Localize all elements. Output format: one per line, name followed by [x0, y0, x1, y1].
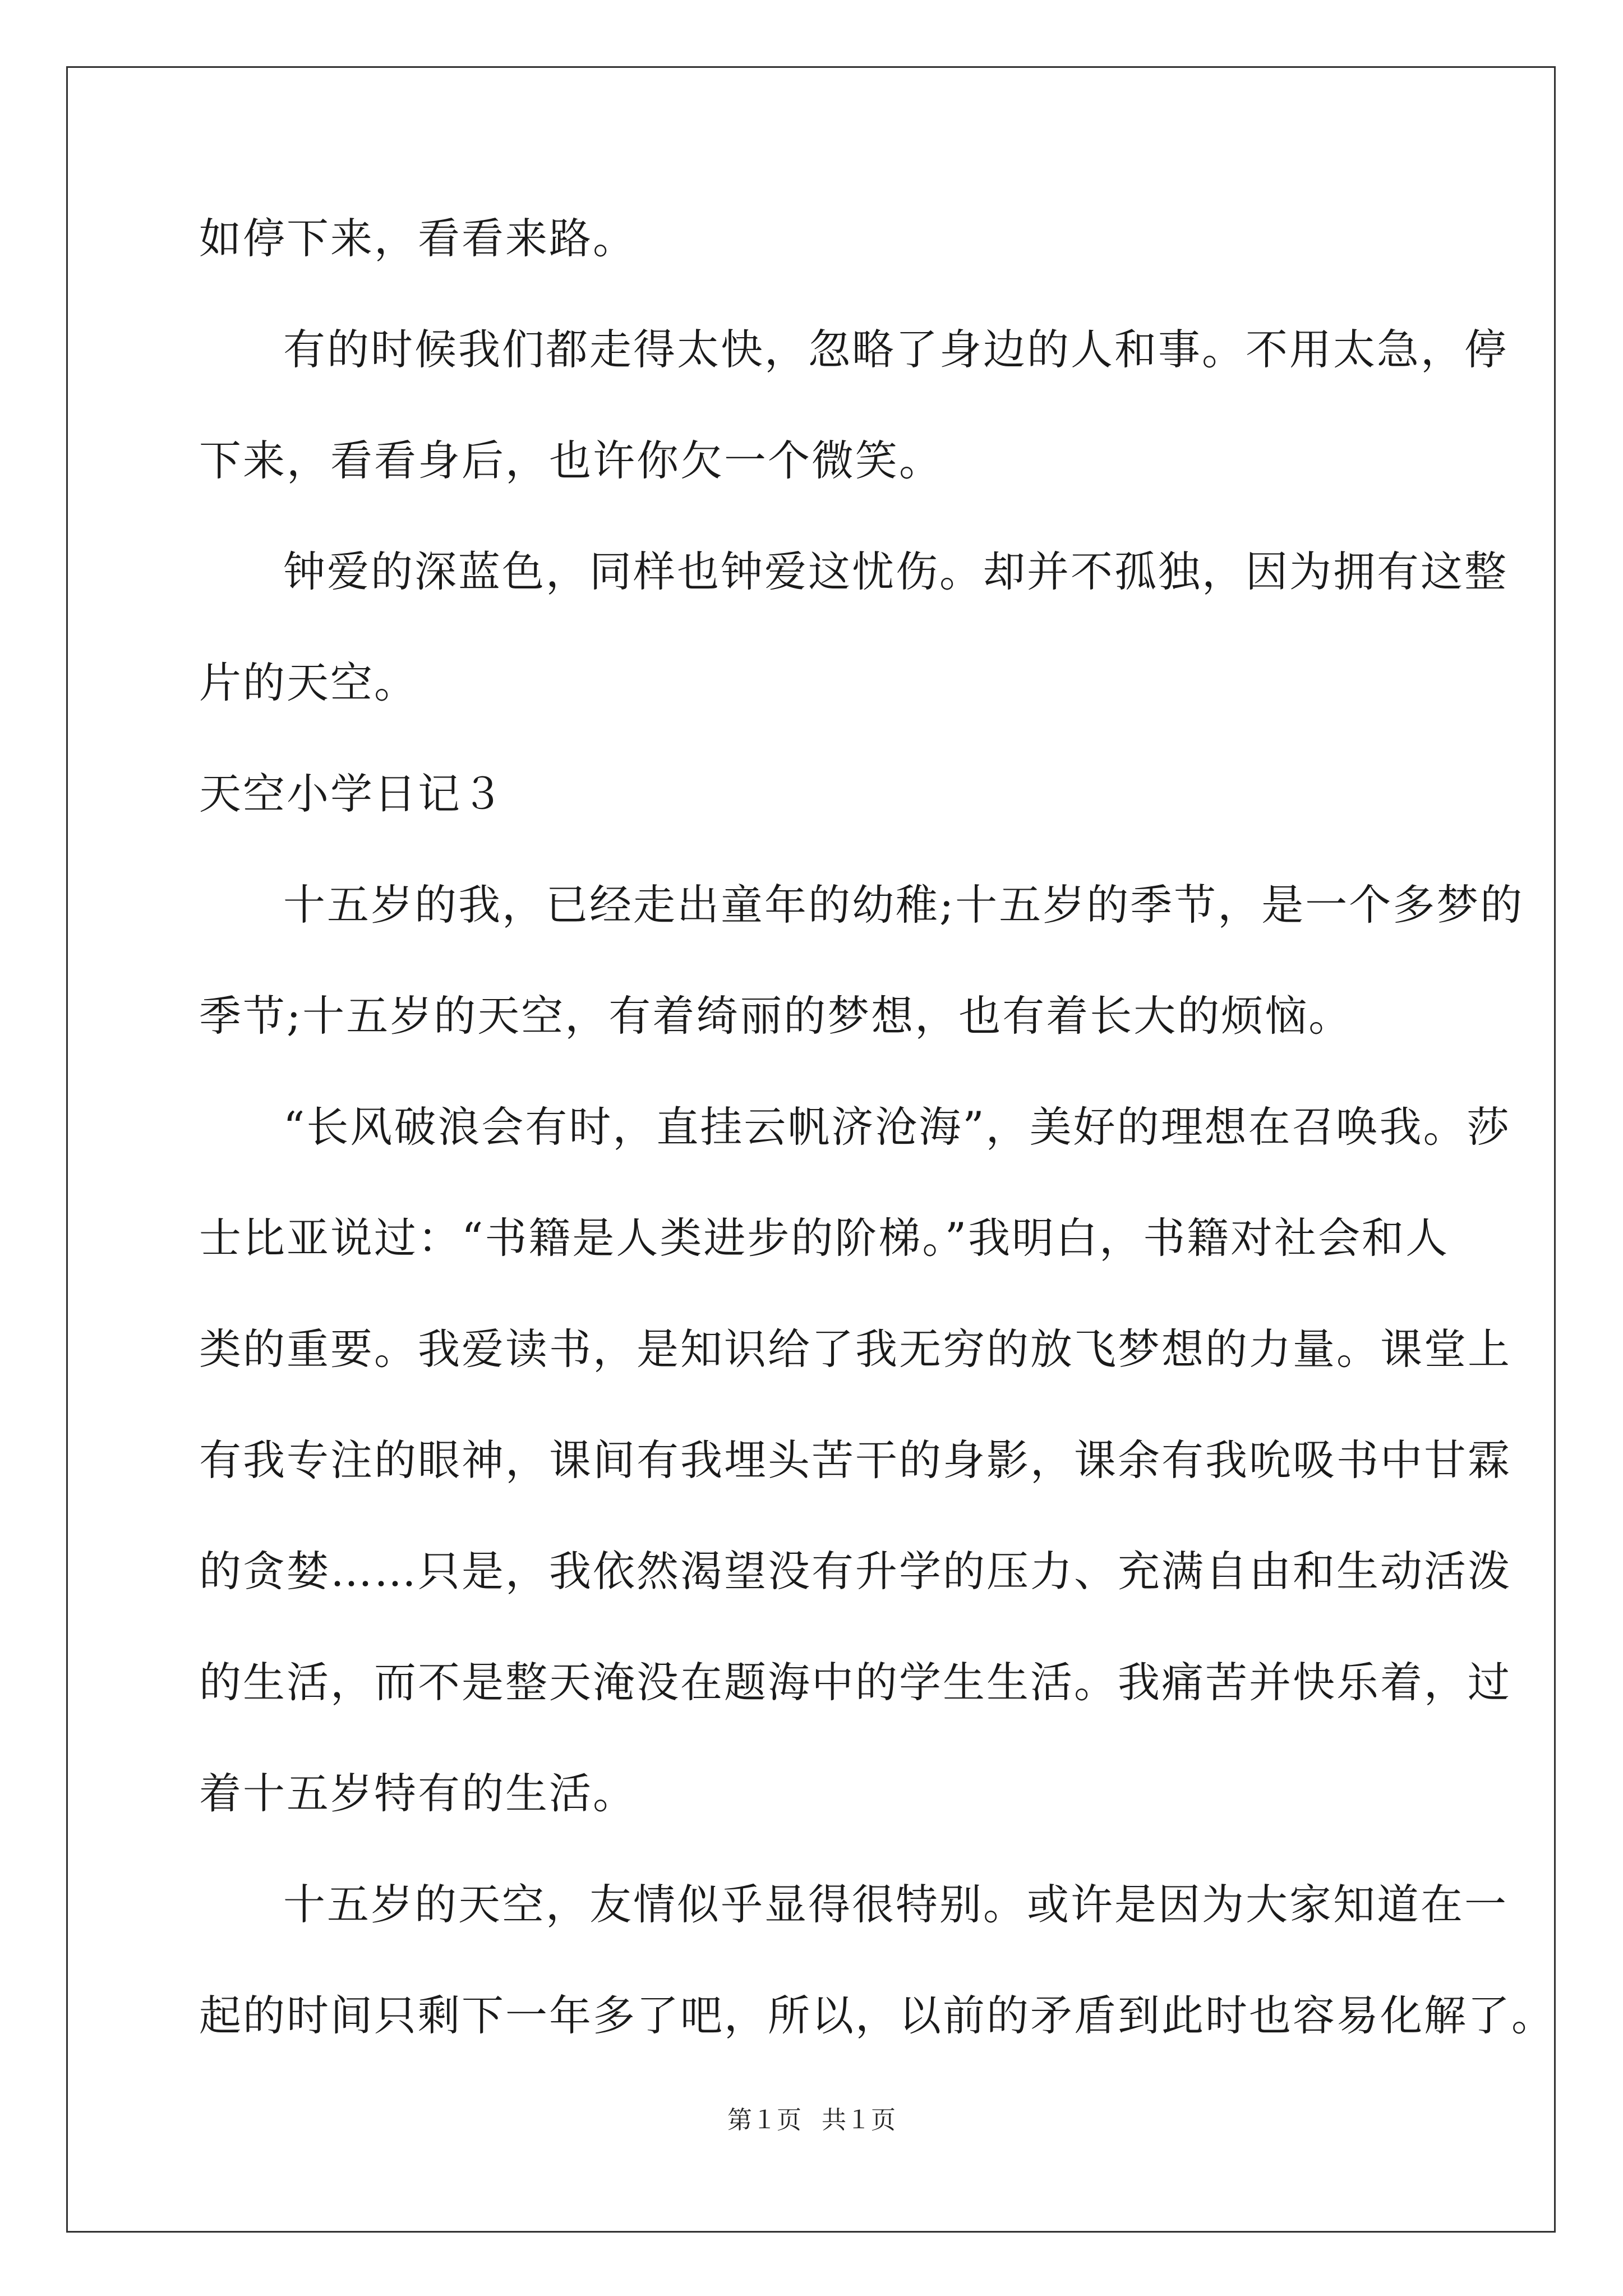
text-line: 的贪婪……只是，我依然渴望没有升学的压力、充满自由和生动活泼: [199, 1547, 1512, 1596]
text-line: 片的天空。: [199, 658, 418, 707]
text-line: 类的重要。我爱读书，是知识给了我无穷的放飞梦想的力量。课堂上: [199, 1324, 1512, 1374]
text-line: 着十五岁特有的生活。: [199, 1769, 637, 1818]
text-line: 起的时间只剩下一年多了吧，所以，以前的矛盾到此时也容易化解了。: [199, 1991, 1556, 2040]
text-line: 有的时候我们都走得太快，忽略了身边的人和事。不用太急，停: [283, 325, 1509, 374]
page-number-total: 共１页: [822, 2106, 896, 2134]
text-line: 如停下来，看看来路。: [199, 214, 637, 263]
page-footer: [0, 2104, 1623, 2137]
text-line: 士比亚说过：“书籍是人类进步的阶梯。”我明白，书籍对社会和人: [199, 1213, 1450, 1263]
text-line: “长风破浪会有时，直挂云帆济沧海”，美好的理想在召唤我。莎: [283, 1102, 1511, 1152]
text-line: 钟爱的深蓝色，同样也钟爱这忧伤。却并不孤独，因为拥有这整: [283, 547, 1509, 596]
page-number-current: 第１页: [727, 2106, 801, 2134]
text-line: 十五岁的我，已经走出童年的幼稚;十五岁的季节，是一个多梦的: [283, 880, 1524, 930]
section-heading: 天空小学日记３: [199, 769, 506, 818]
text-line: 的生活，而不是整天淹没在题海中的学生生活。我痛苦并快乐着，过: [199, 1658, 1512, 1707]
text-line: 有我专注的眼神，课间有我埋头苦干的身影，课余有我吮吸书中甘霖: [199, 1435, 1512, 1485]
text-line: 下来，看看身后，也许你欠一个微笑。: [199, 436, 943, 485]
text-line: 十五岁的天空，友情似乎显得很特别。或许是因为大家知道在一: [283, 1880, 1509, 1929]
text-line: 季节;十五岁的天空，有着绮丽的梦想，也有着长大的烦恼。: [199, 991, 1353, 1041]
